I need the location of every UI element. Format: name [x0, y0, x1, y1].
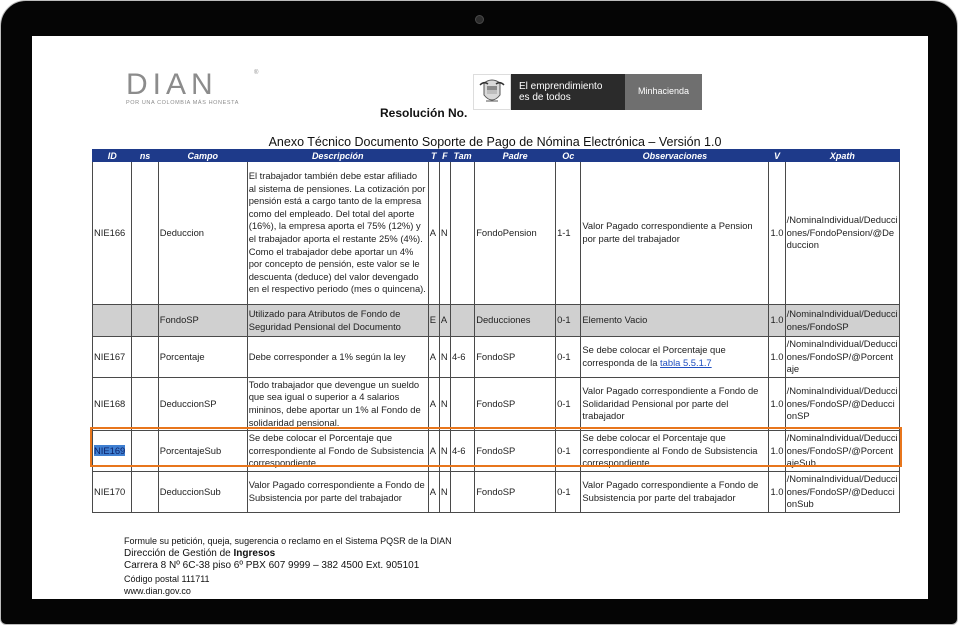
table-row — [93, 337, 900, 378]
footer-pqsr: Formule su petición, queja, sugerencia o reclamo en el Sistema PQSR de la DIAN — [124, 536, 452, 546]
cell-descripcion: Utilizado para Atributos de Fondo de Seguridad Pensional del Documento — [247, 305, 428, 337]
cell-f: N — [439, 431, 450, 472]
column-header: Tam — [450, 150, 474, 162]
cell-descripcion: El trabajador también debe estar afiliado al sistema de pensiones. La cotización por pensión está a cargo tanto de la empresa como del empleado. Del total del aporte (16%), la empresa aporta el 75% (12%) y el trabajador aporta el restante 25% (4%). Como el trabajador debe aportar un 4% por concepto de pensión, este valor se le descuenta (deduce) del valor devengado en el respectivo periodo (mes o quincena). — [247, 162, 428, 305]
cell-ns — [132, 377, 158, 430]
cell-id: NIE167 — [93, 337, 132, 378]
cell-descripcion: Debe corresponder a 1% según la ley — [247, 337, 428, 378]
cell-id — [93, 305, 132, 337]
selected-id-text[interactable]: NIE169 — [94, 444, 126, 456]
cell-oc: 0-1 — [556, 377, 581, 430]
footer-direccion — [124, 548, 452, 561]
table-row-selected — [93, 431, 900, 472]
footer-direccion-bold: Ingresos — [233, 547, 276, 559]
cell-id: NIE168 — [93, 377, 132, 430]
cell-xpath: /NominaIndividual/Deducciones/FondoPension/@Deduccion — [785, 162, 899, 305]
cell-observaciones: Valor Pagado correspondiente a Pension por parte del trabajador — [581, 162, 769, 305]
cell-descripcion: Valor Pagado correspondiente a Fondo de Subsistencia por parte del trabajador — [247, 471, 428, 512]
cell-descripcion: Todo trabajador que devengue un sueldo que sea igual o superior a 4 salarios mininos, debe aportar un 1% al Fondo de solidaridad pensional. — [247, 377, 428, 430]
cell-v: 1.0 — [769, 431, 785, 472]
table-row — [93, 305, 900, 337]
cell-padre: FondoSP — [475, 431, 556, 472]
dian-logo-tagline: POR UNA COLOMBIA MÁS HONESTA — [126, 100, 239, 106]
column-header: Descripción — [247, 150, 428, 162]
table-row — [93, 162, 900, 305]
cell-t: A — [428, 162, 439, 305]
cell-padre: FondoSP — [475, 377, 556, 430]
cell-xpath: /NominaIndividual/Deducciones/FondoSP/@PorcentajeSub — [785, 431, 899, 472]
footer-direccion-prefix: Dirección de Gestión de — [124, 547, 234, 559]
cell-t: E — [428, 305, 439, 337]
coat-of-arms-icon — [473, 74, 511, 110]
column-header: V — [769, 150, 785, 162]
column-header: Oc — [556, 150, 581, 162]
cell-id: NIE170 — [93, 471, 132, 512]
cell-observaciones: Valor Pagado correspondiente a Fondo de Solidaridad Pensional por parte del trabajador — [581, 377, 769, 430]
table-row — [93, 377, 900, 430]
cell-padre: FondoSP — [475, 337, 556, 378]
document-page — [32, 36, 928, 599]
cell-tam: 4-6 — [450, 337, 474, 378]
cell-t: A — [428, 377, 439, 430]
cell-v: 1.0 — [769, 305, 785, 337]
cell-v: 1.0 — [769, 162, 785, 305]
cell-tam — [450, 471, 474, 512]
gov-banner-line1: El emprendimiento — [519, 81, 603, 92]
cell-ns — [132, 431, 158, 472]
footer-website[interactable]: www.dian.gov.co — [124, 586, 191, 596]
cell-observaciones: Elemento Vacio — [581, 305, 769, 337]
cell-descripcion: Se debe colocar el Porcentaje que correspondiente al Fondo de Subsistencia correspondiente — [247, 431, 428, 472]
cell-campo: Porcentaje — [158, 337, 247, 378]
cell-campo: DeduccionSub — [158, 471, 247, 512]
cell-ns — [132, 305, 158, 337]
cell-f: N — [439, 162, 450, 305]
cell-oc: 1-1 — [556, 162, 581, 305]
cell-ns — [132, 337, 158, 378]
cell-id — [93, 431, 132, 472]
anexo-table — [92, 149, 900, 513]
table-row — [93, 471, 900, 512]
column-header: Observaciones — [581, 150, 769, 162]
tabla-link[interactable]: tabla 5.5.1.7 — [660, 356, 712, 368]
cell-oc: 0-1 — [556, 305, 581, 337]
cell-ns — [132, 471, 158, 512]
document-title: Anexo Técnico Documento Soporte de Pago de Nómina Electrónica – Versión 1.0 — [268, 135, 722, 149]
cell-t: A — [428, 471, 439, 512]
resolucion-label: Resolución No. — [380, 106, 468, 120]
cell-v: 1.0 — [769, 377, 785, 430]
cell-campo: PorcentajeSub — [158, 431, 247, 472]
cell-tam — [450, 305, 474, 337]
table-header-row — [93, 150, 900, 162]
column-header: ns — [132, 150, 158, 162]
column-header: Xpath — [785, 150, 899, 162]
cell-padre: FondoPension — [475, 162, 556, 305]
document-footer — [124, 535, 452, 598]
column-header: F — [439, 150, 450, 162]
column-header: Campo — [158, 150, 247, 162]
cell-t: A — [428, 431, 439, 472]
cell-oc: 0-1 — [556, 337, 581, 378]
cell-id: NIE166 — [93, 162, 132, 305]
cell-f: N — [439, 377, 450, 430]
footer-address: Carrera 8 Nº 6C-38 piso 6º PBX 607 9999 – 382 4500 Ext. 905101 — [124, 560, 420, 571]
cell-oc: 0-1 — [556, 471, 581, 512]
cell-observaciones: Valor Pagado correspondiente a Fondo de Subsistencia por parte del trabajador — [581, 471, 769, 512]
cell-xpath: /NominaIndividual/Deducciones/FondoSP/@DeduccionSub — [785, 471, 899, 512]
cell-xpath: /NominaIndividual/Deducciones/FondoSP/@DeduccionSP — [785, 377, 899, 430]
cell-campo: Deduccion — [158, 162, 247, 305]
cell-campo: DeduccionSP — [158, 377, 247, 430]
cell-f: A — [439, 305, 450, 337]
cell-f: N — [439, 337, 450, 378]
observaciones-text: Se debe colocar el Porcentaje que corresponda de la — [582, 344, 726, 368]
column-header: Padre — [475, 150, 556, 162]
cell-xpath: /NominaIndividual/Deducciones/FondoSP — [785, 305, 899, 337]
cell-tam — [450, 162, 474, 305]
camera-icon — [475, 15, 484, 24]
footer-postal: Código postal 111711 — [124, 573, 210, 584]
cell-oc: 0-1 — [556, 431, 581, 472]
cell-tam — [450, 377, 474, 430]
cell-padre: FondoSP — [475, 471, 556, 512]
dian-logo-text: DIAN — [126, 68, 218, 101]
dian-logo — [126, 68, 259, 106]
cell-t: A — [428, 337, 439, 378]
cell-v: 1.0 — [769, 337, 785, 378]
cell-observaciones: Se debe colocar el Porcentaje que correspondiente al Fondo de Subsistencia correspondiente — [581, 431, 769, 472]
cell-tam: 4-6 — [450, 431, 474, 472]
cell-campo: FondoSP — [158, 305, 247, 337]
gov-banner-slogan — [511, 74, 625, 110]
column-header: T — [428, 150, 439, 162]
gov-banner-ministry: Minhacienda — [625, 74, 702, 110]
cell-padre: Deducciones — [475, 305, 556, 337]
cell-observaciones — [581, 337, 769, 378]
column-header: ID — [93, 150, 132, 162]
cell-v: 1.0 — [769, 471, 785, 512]
cell-f: N — [439, 471, 450, 512]
cell-xpath: /NominaIndividual/Deducciones/FondoSP/@Porcentaje — [785, 337, 899, 378]
gov-banner-line2: es de todos — [519, 92, 571, 103]
registered-mark: ® — [254, 70, 259, 76]
government-banner — [473, 74, 702, 110]
cell-ns — [132, 162, 158, 305]
